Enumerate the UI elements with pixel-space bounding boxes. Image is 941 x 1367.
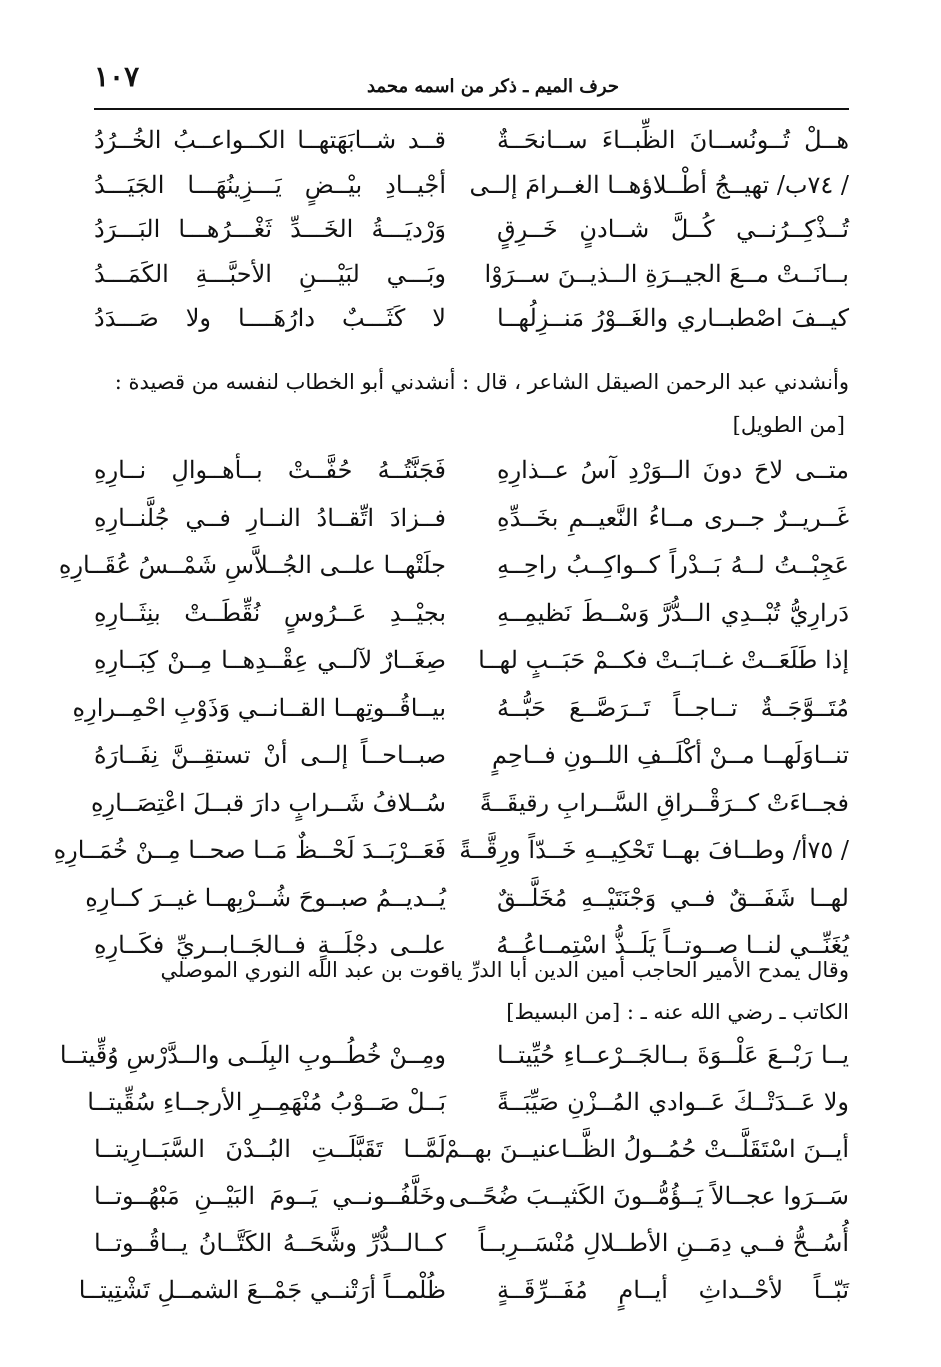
verse bbox=[94, 118, 849, 163]
verse bbox=[78, 1267, 849, 1314]
verse-first-hemistich: / ٧٤ب/ تهيــجُ أطْــلاؤهــا الغــرامَ إلــى bbox=[469, 170, 849, 199]
verse-first-hemistich: دَرارِيُّ تُبْــدِي الــدُّرَّ وَسْــطَ نَظيمِــهِ bbox=[497, 598, 849, 627]
verse-first-hemistich: بــانَــتْ مــعَ الجيــرَةِ الــذيــنَ ســرَوْا bbox=[484, 259, 849, 288]
running-title: حرف الميم ـ ذكر من اسمه محمد bbox=[366, 76, 619, 97]
verse bbox=[94, 296, 849, 341]
verse-second-hemistich: فَعَــرْبَــدَ لَحْــظٌ مَــا صحــا مِــنْ خُمَــارِهِ bbox=[53, 836, 446, 864]
verse-second-hemistich: بَــلْ صَــوْبُ مُنْهَمِــرِ الأرجــاءِ سُقِّيتــا bbox=[87, 1088, 446, 1116]
verse-first-hemistich: إذا طَلَعَــتْ غــابَــتْ فكــمْ حَبَــبٍ لهــا bbox=[478, 646, 849, 674]
verse-second-hemistich: ومِــنْ خُطُــوبِ البِلَــى والــدَّرْسِ وُقِّيتــا bbox=[59, 1041, 446, 1069]
verse-second-hemistich: وبَـــي لبَيْـــنِ الأحبَّـــةِ الكَمَـــدُ bbox=[94, 259, 446, 288]
prose-paragraph-line-2: الكاتب ـ رضي الله عنه ـ : [من البسيط] bbox=[506, 1000, 849, 1024]
verse-first-hemistich: أيــنَ اسْتَقَلَّــتْ حُمُــولُ الظَّــاعنيــنَ بهــمْ bbox=[444, 1135, 849, 1163]
verse-second-hemistich: لَمَّــا تَقَبَّلَــتِ البُــدْنَ السَّبَــارِيتــا bbox=[94, 1135, 446, 1163]
verse-second-hemistich: صِغَــارٌ لآلــي عِقْــدِهــا مِــنْ كِبَــارِهِ bbox=[94, 646, 446, 674]
verse-first-hemistich: تَبّــاً لأحْــداثِ أيــامٍ مُفَــرِّقَــةٍ bbox=[497, 1276, 849, 1304]
verse-first-hemistich: هــلْ تُــونُســانَ الظِّبــاءَ ســانحَــةٌ bbox=[497, 126, 849, 154]
verse-second-hemistich: قــد شــابَهَتهــا الكــواعــبُ الخُــرُدُ bbox=[94, 126, 446, 154]
verse bbox=[94, 1126, 849, 1173]
verse-first-hemistich: فجــاءَتْ كــرَقْــراقِ السَّــرابِ رقيقَــةً bbox=[479, 788, 849, 817]
verse bbox=[94, 207, 849, 252]
meter-label: [من الطويل] bbox=[732, 413, 845, 437]
verse-first-hemistich: متــى لاحَ دونَ الــوَرْدِ آسُ عــذارِهِ bbox=[497, 456, 849, 484]
verse-first-hemistich: تنــاوَلَهــا مــنْ أكْلَــفِ اللــونِ فــاحِمٍ bbox=[492, 741, 849, 769]
verse bbox=[94, 252, 849, 297]
verse bbox=[90, 780, 849, 828]
verse-first-hemistich: تُــذْكِــرُنــي كُــلَّ شــادنٍ خَــرِقٍ bbox=[497, 215, 849, 243]
page-number: ١٠٧ bbox=[94, 60, 140, 93]
verse-first-hemistich: كيــفَ اصْطبــاري والغَــوْرُ مَنــزِلُهــا bbox=[497, 304, 849, 332]
page-header bbox=[94, 60, 849, 104]
verse-first-hemistich: سَــرَوا عجــالاً يَــؤُمُّــونَ الكَثيــبَ ضُحًــى bbox=[448, 1182, 849, 1210]
verse bbox=[94, 637, 849, 685]
verse-first-hemistich: أُسُــحُّ فــي دِمَــنِ الأطــلالِ مُنْسَــرِبــاً bbox=[478, 1229, 849, 1257]
verse-second-hemistich: لا كَثَـــبٌ دارُهَــــا ولا صَـــدَدُ bbox=[94, 304, 446, 332]
poem-2 bbox=[53, 447, 849, 970]
verse-second-hemistich: وَرْديَـــةُ الخَـــدِّ ثَغْـــرُهـــا البَـــرَدُ bbox=[94, 215, 446, 243]
verse bbox=[94, 1173, 849, 1220]
verse-first-hemistich: مُتَــوَّجَــةٌ تــاجــاً تَــرَصَّــعَ حَبُّــهُ bbox=[497, 693, 849, 722]
verse-first-hemistich: يُغَنِّــي لنــا صــوتــاً يَلَــذُّ اسْتِمــاعُــهُ bbox=[496, 931, 849, 959]
poem-3 bbox=[59, 1032, 849, 1314]
prose-paragraph-line-1: وقال يمدح الأمير الحاجب أمين الدين أبا الدرِّ ياقوت بن عبد الله النوري الموصلي bbox=[160, 958, 849, 982]
verse-second-hemistich: جلَتْهــا علــى الجُــلاَّسِ شَمْــسُ عُقَــارِهِ bbox=[58, 551, 446, 579]
verse-second-hemistich: كــالــدُّرِّ وشَّحَــهُ الكَتَّــانُ يــاقُــوتــا bbox=[94, 1229, 446, 1257]
verse-first-hemistich: غَــريــرٌ جــرى مــاءُ النَّعيــمِ بخَــدِّهِ bbox=[497, 503, 849, 532]
verse-second-hemistich: فَجَنَّتُــهُ حُفَّــتْ بــأهــوالِ نــارِهِ bbox=[94, 456, 446, 484]
verse-second-hemistich: صبــاحــاً إلــى أنْ تستقِــنَّ نِفَــارَهُ bbox=[94, 741, 446, 769]
poem-1 bbox=[94, 118, 849, 341]
verse-second-hemistich: وخَلَّفُــونــي يَــومَ البَيْــنِ مَبْهُــوتــا bbox=[94, 1182, 446, 1210]
verse-first-hemistich: لهــا شَفَــقٌ فــي وَجْنَتَيْــهِ مُخَلَّــقٌ bbox=[497, 883, 849, 912]
verse bbox=[87, 1079, 849, 1126]
verse bbox=[53, 827, 849, 875]
verse bbox=[94, 447, 849, 495]
verse-second-hemistich: ظُلْمــاً أرَتْنــي جَمْــعَ الشمــلِ تَشْتِيتــا bbox=[78, 1276, 446, 1304]
verse bbox=[72, 685, 849, 733]
verse bbox=[94, 732, 849, 780]
verse-first-hemistich: يــا رَبْــعَ عَلْــوَةَ بــالجَــرْعــاءِ حُيِّيتــا bbox=[497, 1041, 849, 1069]
verse-first-hemistich: عَجِبْــتُ لــهُ بَــدْراً كــواكِــبُ راحِــهِ bbox=[497, 551, 849, 579]
verse-second-hemistich: أجْيــادِ بيْــضٍ يَـــزِينُهَـــا الجَيَـــدُ bbox=[94, 170, 446, 199]
verse-second-hemistich: بيــاقُــوتِهــا القــانــي وَذَوْبِ احْمِــرارِهِ bbox=[72, 693, 446, 722]
verse-second-hemistich: سُــلافُ شَــرابٍ دارَ قبــلَ اعْتِصَــارِهِ bbox=[90, 788, 446, 817]
verse bbox=[94, 495, 849, 543]
verse bbox=[94, 1220, 849, 1267]
verse bbox=[94, 590, 849, 638]
header-rule bbox=[94, 108, 849, 110]
verse-second-hemistich: فــزادَ اتِّقــادُ النــارِ فــي جُلَّنــارِهِ bbox=[94, 503, 446, 532]
verse-first-hemistich: / ٧٥أ/ وطــافَ بهــا تَحْكِيــهِ خَــدّاً ورِقَّــةً bbox=[459, 836, 849, 864]
verse bbox=[59, 1032, 849, 1079]
verse bbox=[85, 875, 849, 923]
verse bbox=[58, 542, 849, 590]
verse-first-hemistich: ولا عَــدَتْــكَ عَــوادي المُــزْنِ صَيِّبَــةً bbox=[497, 1088, 849, 1116]
verse-second-hemistich: بجيْــدِ عَــرُوسٍ نُقِّطَــتْ بنِثَــارِهِ bbox=[94, 598, 446, 627]
prose-paragraph: وأنشدني عبد الرحمن الصيقل الشاعر ، قال : أنشدني أبو الخطاب لنفسه من قصيدة : bbox=[114, 370, 849, 394]
verse-second-hemistich: علــى دجْلَــةٍ فــالجَــابــريِّ فكَــارِهِ bbox=[94, 931, 446, 959]
verse bbox=[94, 163, 849, 208]
verse-second-hemistich: يُــديــمُ صبــوحَ شُــرْبِهــا غيــرَ كــارِهِ bbox=[85, 883, 446, 912]
